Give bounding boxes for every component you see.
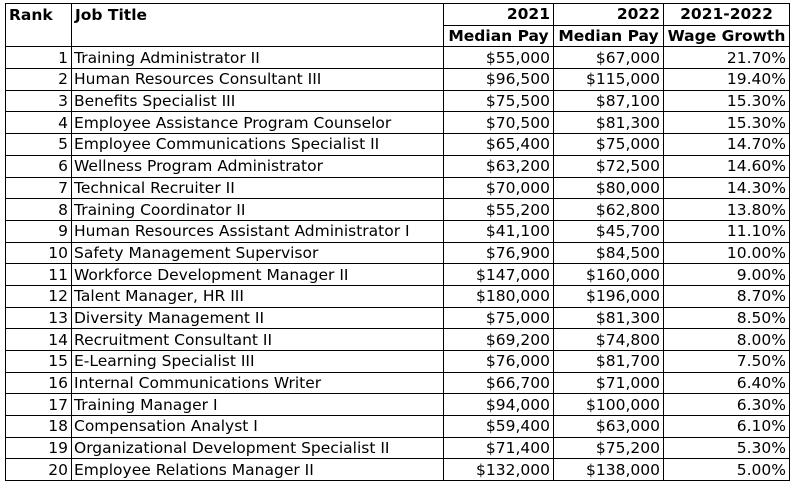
median-pay-2022-cell[interactable]: $74,800 xyxy=(554,329,664,351)
median-pay-2022-cell[interactable]: $81,300 xyxy=(554,307,664,329)
rank-cell[interactable]: 8 xyxy=(6,199,72,221)
median-pay-2022-cell[interactable]: $115,000 xyxy=(554,69,664,91)
rank-cell[interactable]: 7 xyxy=(6,177,72,199)
wage-growth-cell[interactable]: 13.80% xyxy=(664,199,790,221)
wage-growth-cell[interactable]: 14.70% xyxy=(664,134,790,156)
rank-cell[interactable]: 11 xyxy=(6,264,72,286)
rank-cell[interactable]: 4 xyxy=(6,112,72,134)
median-pay-2022-cell[interactable]: $62,800 xyxy=(554,199,664,221)
job-title-cell[interactable]: Workforce Development Manager II xyxy=(72,264,444,286)
job-title-cell[interactable]: Human Resources Assistant Administrator I xyxy=(72,220,444,242)
wage-growth-cell[interactable]: 6.10% xyxy=(664,416,790,438)
median-pay-2022-cell[interactable]: $45,700 xyxy=(554,220,664,242)
median-pay-2021-cell[interactable]: $94,000 xyxy=(444,394,554,416)
table-row xyxy=(6,264,790,286)
table-row xyxy=(6,69,790,91)
table-row xyxy=(6,459,790,481)
median-pay-2021-cell[interactable]: $76,000 xyxy=(444,351,554,373)
table-row xyxy=(6,155,790,177)
table-row xyxy=(6,112,790,134)
rank-header: Rank xyxy=(6,4,72,47)
table-row xyxy=(6,394,790,416)
median-pay-2022-cell[interactable]: $80,000 xyxy=(554,177,664,199)
rank-cell[interactable]: 20 xyxy=(6,459,72,481)
wage-growth-cell[interactable]: 19.40% xyxy=(664,69,790,91)
table-row xyxy=(6,351,790,373)
table-row xyxy=(6,134,790,156)
wage-growth-cell[interactable]: 9.00% xyxy=(664,264,790,286)
wage-growth-cell[interactable]: 15.30% xyxy=(664,90,790,112)
wage-growth-cell[interactable]: 6.40% xyxy=(664,372,790,394)
wage-growth-header: Wage Growth xyxy=(664,25,790,47)
median-pay-2022-cell[interactable]: $81,300 xyxy=(554,112,664,134)
job-title-cell[interactable]: Recruitment Consultant II xyxy=(72,329,444,351)
median-pay-2021-cell[interactable]: $65,400 xyxy=(444,134,554,156)
job-title-cell[interactable]: Human Resources Consultant III xyxy=(72,69,444,91)
job-title-cell[interactable]: Employee Relations Manager II xyxy=(72,459,444,481)
wage-growth-cell[interactable]: 6.30% xyxy=(664,394,790,416)
job-title-cell[interactable]: Organizational Development Specialist II xyxy=(72,437,444,459)
rank-cell[interactable]: 2 xyxy=(6,69,72,91)
wage-growth-cell[interactable]: 10.00% xyxy=(664,242,790,264)
table-row xyxy=(6,285,790,307)
wage-growth-cell[interactable]: 14.60% xyxy=(664,155,790,177)
median-pay-2022-cell[interactable]: $100,000 xyxy=(554,394,664,416)
median-pay-2021-cell[interactable]: $75,000 xyxy=(444,307,554,329)
table-row xyxy=(6,220,790,242)
table-row xyxy=(6,329,790,351)
job-title-cell[interactable]: Employee Communications Specialist II xyxy=(72,134,444,156)
median-pay-2021-cell[interactable]: $55,000 xyxy=(444,47,554,69)
median-pay-2021-cell[interactable]: $63,200 xyxy=(444,155,554,177)
job-title-cell[interactable]: Employee Assistance Program Counselor xyxy=(72,112,444,134)
median-pay-2021-cell[interactable]: $69,200 xyxy=(444,329,554,351)
median-pay-2021-cell[interactable]: $66,700 xyxy=(444,372,554,394)
table-row xyxy=(6,307,790,329)
job-title-cell[interactable]: Training Manager I xyxy=(72,394,444,416)
job-title-cell[interactable]: Internal Communications Writer xyxy=(72,372,444,394)
median-pay-2022-header: Median Pay xyxy=(554,25,664,47)
job-title-cell[interactable]: Training Administrator II xyxy=(72,47,444,69)
median-pay-2021-cell[interactable]: $55,200 xyxy=(444,199,554,221)
table-row xyxy=(6,372,790,394)
median-pay-2022-cell[interactable]: $87,100 xyxy=(554,90,664,112)
job-title-cell[interactable]: Talent Manager, HR III xyxy=(72,285,444,307)
median-pay-2021-cell[interactable]: $70,500 xyxy=(444,112,554,134)
wage-growth-table xyxy=(5,3,790,481)
wage-growth-cell[interactable]: 8.00% xyxy=(664,329,790,351)
wage-growth-cell[interactable]: 8.70% xyxy=(664,285,790,307)
median-pay-2021-cell[interactable]: $180,000 xyxy=(444,285,554,307)
table-header xyxy=(6,4,790,47)
job-title-cell[interactable]: Technical Recruiter II xyxy=(72,177,444,199)
median-pay-2021-cell[interactable]: $71,400 xyxy=(444,437,554,459)
year-range-header: 2021-2022 xyxy=(664,4,790,26)
table-row xyxy=(6,90,790,112)
rank-cell[interactable]: 18 xyxy=(6,416,72,438)
job-title-cell[interactable]: Compensation Analyst I xyxy=(72,416,444,438)
rank-cell[interactable]: 3 xyxy=(6,90,72,112)
job-title-cell[interactable]: Benefits Specialist III xyxy=(72,90,444,112)
median-pay-2022-cell[interactable]: $138,000 xyxy=(554,459,664,481)
year-2022-header: 2022 xyxy=(554,4,664,26)
job-title-cell[interactable]: Wellness Program Administrator xyxy=(72,155,444,177)
wage-growth-cell[interactable]: 5.30% xyxy=(664,437,790,459)
spreadsheet-table-container xyxy=(5,3,790,481)
job-title-cell[interactable]: Training Coordinator II xyxy=(72,199,444,221)
median-pay-2022-cell[interactable]: $71,000 xyxy=(554,372,664,394)
median-pay-2022-cell[interactable]: $196,000 xyxy=(554,285,664,307)
wage-growth-cell[interactable]: 8.50% xyxy=(664,307,790,329)
wage-growth-cell[interactable]: 15.30% xyxy=(664,112,790,134)
rank-cell[interactable]: 19 xyxy=(6,437,72,459)
median-pay-2021-cell[interactable]: $75,500 xyxy=(444,90,554,112)
median-pay-2021-cell[interactable]: $76,900 xyxy=(444,242,554,264)
wage-growth-cell[interactable]: 7.50% xyxy=(664,351,790,373)
table-row xyxy=(6,242,790,264)
year-2021-header: 2021 xyxy=(444,4,554,26)
table-row xyxy=(6,199,790,221)
median-pay-2022-cell[interactable]: $63,000 xyxy=(554,416,664,438)
job-title-header: Job Title xyxy=(72,4,444,47)
median-pay-2021-cell[interactable]: $147,000 xyxy=(444,264,554,286)
header-row-years xyxy=(6,4,790,26)
table-row xyxy=(6,47,790,69)
rank-cell[interactable]: 6 xyxy=(6,155,72,177)
wage-growth-cell[interactable]: 11.10% xyxy=(664,220,790,242)
median-pay-2021-cell[interactable]: $96,500 xyxy=(444,69,554,91)
median-pay-2021-header: Median Pay xyxy=(444,25,554,47)
median-pay-2022-cell[interactable]: $67,000 xyxy=(554,47,664,69)
median-pay-2022-cell[interactable]: $81,700 xyxy=(554,351,664,373)
median-pay-2022-cell[interactable]: $160,000 xyxy=(554,264,664,286)
job-title-cell[interactable]: Diversity Management II xyxy=(72,307,444,329)
rank-cell[interactable]: 1 xyxy=(6,47,72,69)
rank-cell[interactable]: 10 xyxy=(6,242,72,264)
median-pay-2022-cell[interactable]: $84,500 xyxy=(554,242,664,264)
median-pay-2021-cell[interactable]: $132,000 xyxy=(444,459,554,481)
rank-cell[interactable]: 13 xyxy=(6,307,72,329)
rank-cell[interactable]: 16 xyxy=(6,372,72,394)
wage-growth-cell[interactable]: 5.00% xyxy=(664,459,790,481)
table-row xyxy=(6,416,790,438)
rank-cell[interactable]: 15 xyxy=(6,351,72,373)
table-row xyxy=(6,437,790,459)
table-row xyxy=(6,177,790,199)
median-pay-2021-cell[interactable]: $70,000 xyxy=(444,177,554,199)
rank-cell[interactable]: 14 xyxy=(6,329,72,351)
rank-cell[interactable]: 17 xyxy=(6,394,72,416)
job-title-cell[interactable]: E-Learning Specialist III xyxy=(72,351,444,373)
wage-growth-cell[interactable]: 14.30% xyxy=(664,177,790,199)
rank-cell[interactable]: 12 xyxy=(6,285,72,307)
table-body xyxy=(6,47,790,481)
rank-cell[interactable]: 9 xyxy=(6,220,72,242)
median-pay-2022-cell[interactable]: $75,000 xyxy=(554,134,664,156)
job-title-cell[interactable]: Safety Management Supervisor xyxy=(72,242,444,264)
wage-growth-cell[interactable]: 21.70% xyxy=(664,47,790,69)
median-pay-2022-cell[interactable]: $72,500 xyxy=(554,155,664,177)
rank-cell[interactable]: 5 xyxy=(6,134,72,156)
median-pay-2022-cell[interactable]: $75,200 xyxy=(554,437,664,459)
median-pay-2021-cell[interactable]: $41,100 xyxy=(444,220,554,242)
median-pay-2021-cell[interactable]: $59,400 xyxy=(444,416,554,438)
